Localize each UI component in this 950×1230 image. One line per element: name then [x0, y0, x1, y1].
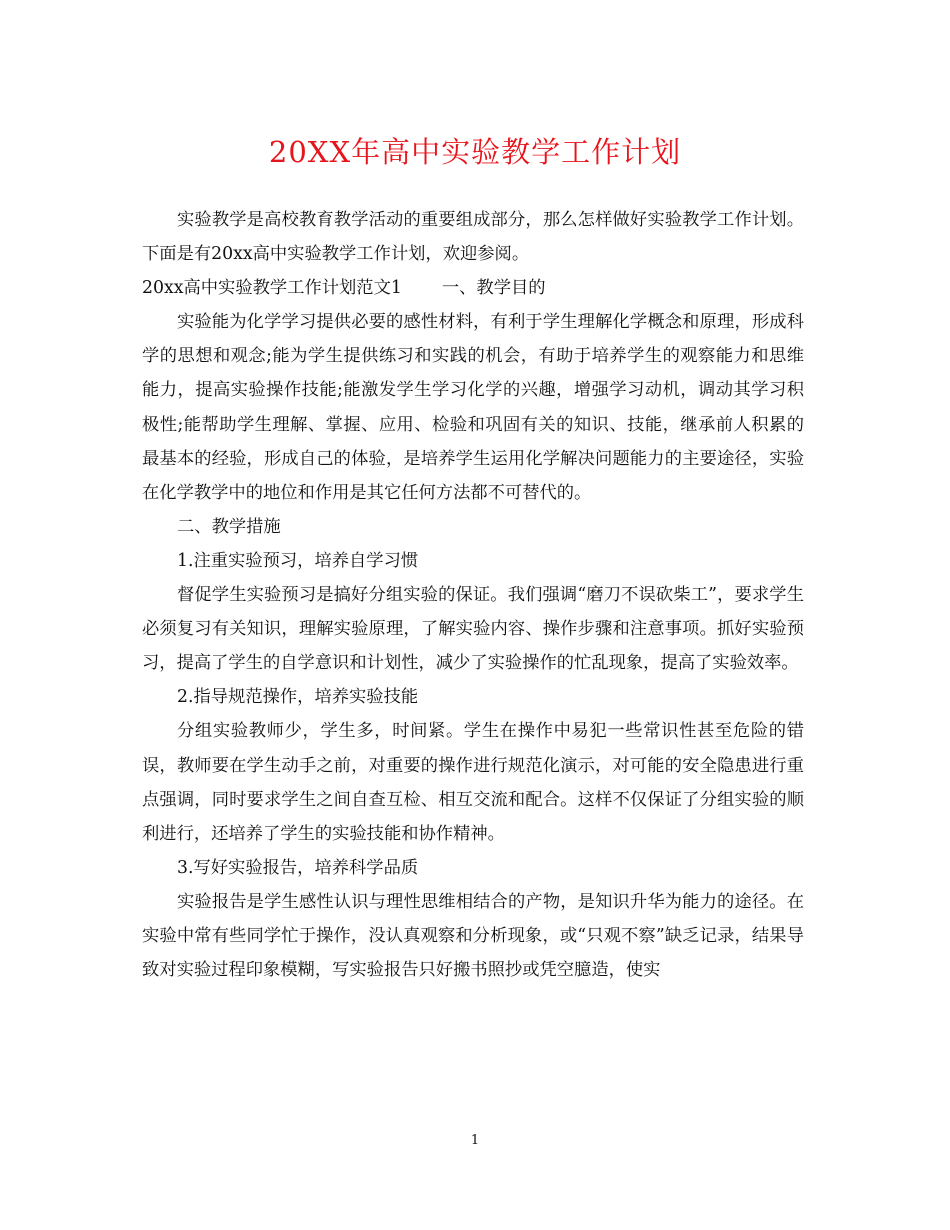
item3-paragraph: 实验报告是学生感性认识与理性思维相结合的产物，是知识升华为能力的途径。在实验中常有些同学忙于操作，没认真观察和分析现象，或“只观不察”缺乏记录，结果导致对实验过程印象模糊，写实验报告只好搬书照抄或凭空臆造，使实 [142, 891, 804, 981]
section1-paragraph: 实验能为化学学习提供必要的感性材料，有利于学生理解化学概念和原理，形成科学的思想和观念;能为学生提供练习和实践的机会，有助于培养学生的观察能力和思维能力，提高实验操作技能;能激发学生学习化学的兴趣，增强学习动机，调动其学习积极性;能帮助学生理解、掌握、应用、检验和巩固有关的知识、技能，继承前人积累的最基本的经验，形成自己的体验，是培养学生运用化学解决问题能力的主要途径，实验在化学教学中的地位和作用是其它任何方法都不可替代的。 [142, 312, 804, 503]
intro-paragraph: 实验教学是高校教育教学活动的重要组成部分，那么怎样做好实验教学工作计划。下面是有20xx高中实验教学工作计划，欢迎参阅。 [142, 210, 804, 265]
document-body [142, 203, 804, 987]
item2-heading: 2.指导规范操作，培养实验技能 [177, 687, 419, 708]
section2-heading: 二、教学措施 [177, 516, 281, 537]
item1-paragraph: 督促学生实验预习是搞好分组实验的保证。我们强调“磨刀不误砍柴工”，要求学生必须复习有关知识，理解实验原理，了解实验内容、操作步骤和注意事项。抓好实验预习，提高了学生的自学意识和计划性，减少了实验操作的忙乱现象，提高了实验效率。 [142, 585, 804, 674]
sample-label: 20xx高中实验教学工作计划范文1 [142, 278, 402, 299]
document-title: 20XX年高中实验教学工作计划 [268, 135, 682, 169]
section1-heading: 一、教学目的 [441, 278, 546, 299]
item2-paragraph: 分组实验教师少，学生多，时间紧。学生在操作中易犯一些常识性甚至危险的错误，教师要在学生动手之前，对重要的操作进行规范化演示，对可能的安全隐患进行重点强调，同时要求学生之间自查互检、相互交流和配合。这样不仅保证了分组实验的顺利进行，还培养了学生的实验技能和协作精神。 [142, 721, 804, 844]
item3-heading: 3.写好实验报告，培养科学品质 [177, 857, 419, 878]
sample-line [142, 271, 804, 305]
item1-heading: 1.注重实验预习，培养自学习惯 [177, 550, 419, 571]
page-number: 1 [470, 1133, 480, 1148]
